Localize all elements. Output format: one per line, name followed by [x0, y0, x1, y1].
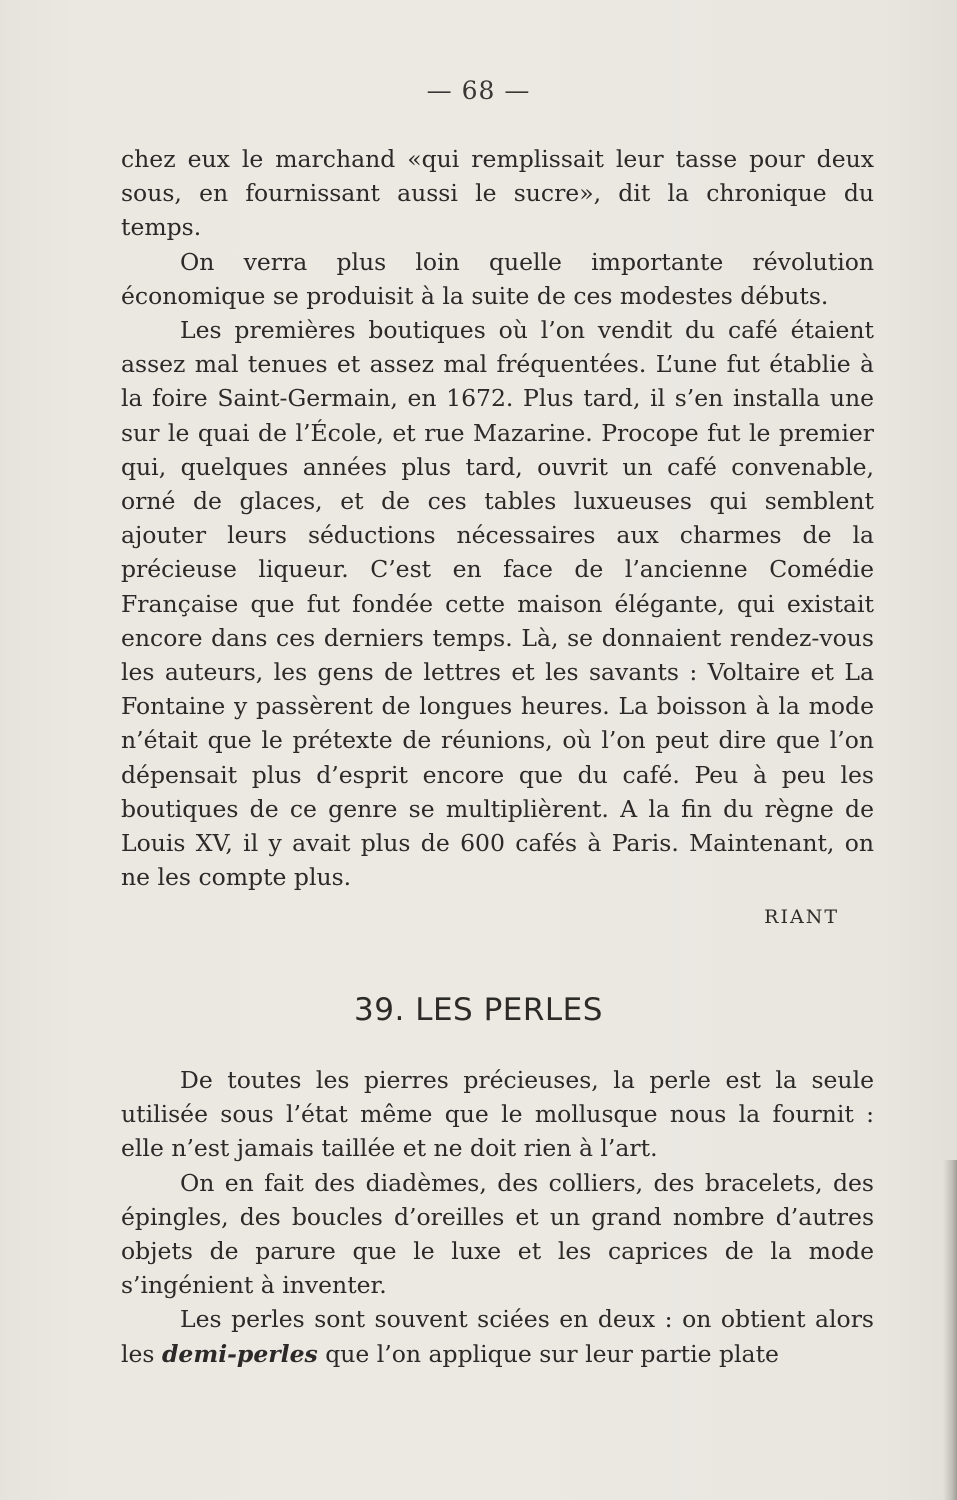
paragraph: chez eux le marchand «qui remplissait leur tasse pour deux sous, en fournissant aussi le sucre», dit la chronique du temps.: [121, 145, 874, 242]
text-run: Les perles sont souvent sciées en deux : on obtient alors les: [121, 1305, 874, 1368]
text-run: que l’on applique sur leur partie plate: [317, 1339, 779, 1368]
emphasized-term: demi-perles: [161, 1339, 318, 1368]
paragraph: Les premières boutiques où l’on vendit du café étaient assez mal tenues et assez mal fréquentées. L’une fut établie à la foire Saint-Germain, en 1672. Plus tard, il s’en installa une sur le quai de l’École, et rue Mazarine. Procope fut le premier qui, quelques années plus tard, ouvrit un café convenable, orné de glaces, et de ces tables luxueuses qui semblent ajouter leurs séductions nécessaires aux charmes de la précieuse liqueur. C’est en face de l’ancienne Comédie Française que fut fondée cette maison élégante, qui existait encore dans ces derniers temps. Là, se donnaient rendez-vous les auteurs, les gens de lettres et les savants : Voltaire et La Fontaine y passèrent de longues heures. La boisson à la mode n’était que le prétexte de réunions, où l’on peut dire que l’on dépensait plus d’esprit encore que du café. Peu à peu les boutiques de ce genre se multiplièrent. A la fin du règne de Louis XV, il y avait plus de 600 cafés à Paris. Maintenant, on ne les compte plus.: [121, 316, 874, 892]
page-number: — 68 —: [426, 76, 531, 105]
paragraph: On verra plus loin quelle importante révolution économique se produisit à la suite de ces modestes débuts.: [121, 247, 874, 310]
author-signature: RIANT: [764, 906, 839, 928]
paragraph: [121, 1302, 874, 1370]
page-edge-shadow: [943, 1160, 957, 1500]
article-pearls-text: [121, 1063, 874, 1371]
paragraph: De toutes les pierres précieuses, la perle est la seule utilisée sous l’état même que le mollusque nous la fournit : elle n’est jamais taillée et ne doit rien à l’art.: [121, 1066, 874, 1163]
section-title: 39. LES PERLES: [354, 992, 603, 1028]
paragraph: On en fait des diadèmes, des colliers, des bracelets, des épingles, des boucles d’oreilles et un grand nombre d’autres objets de parure que le luxe et les caprices de la mode s’ingénient à inventer.: [121, 1168, 874, 1300]
article-coffee-text: [121, 142, 874, 894]
